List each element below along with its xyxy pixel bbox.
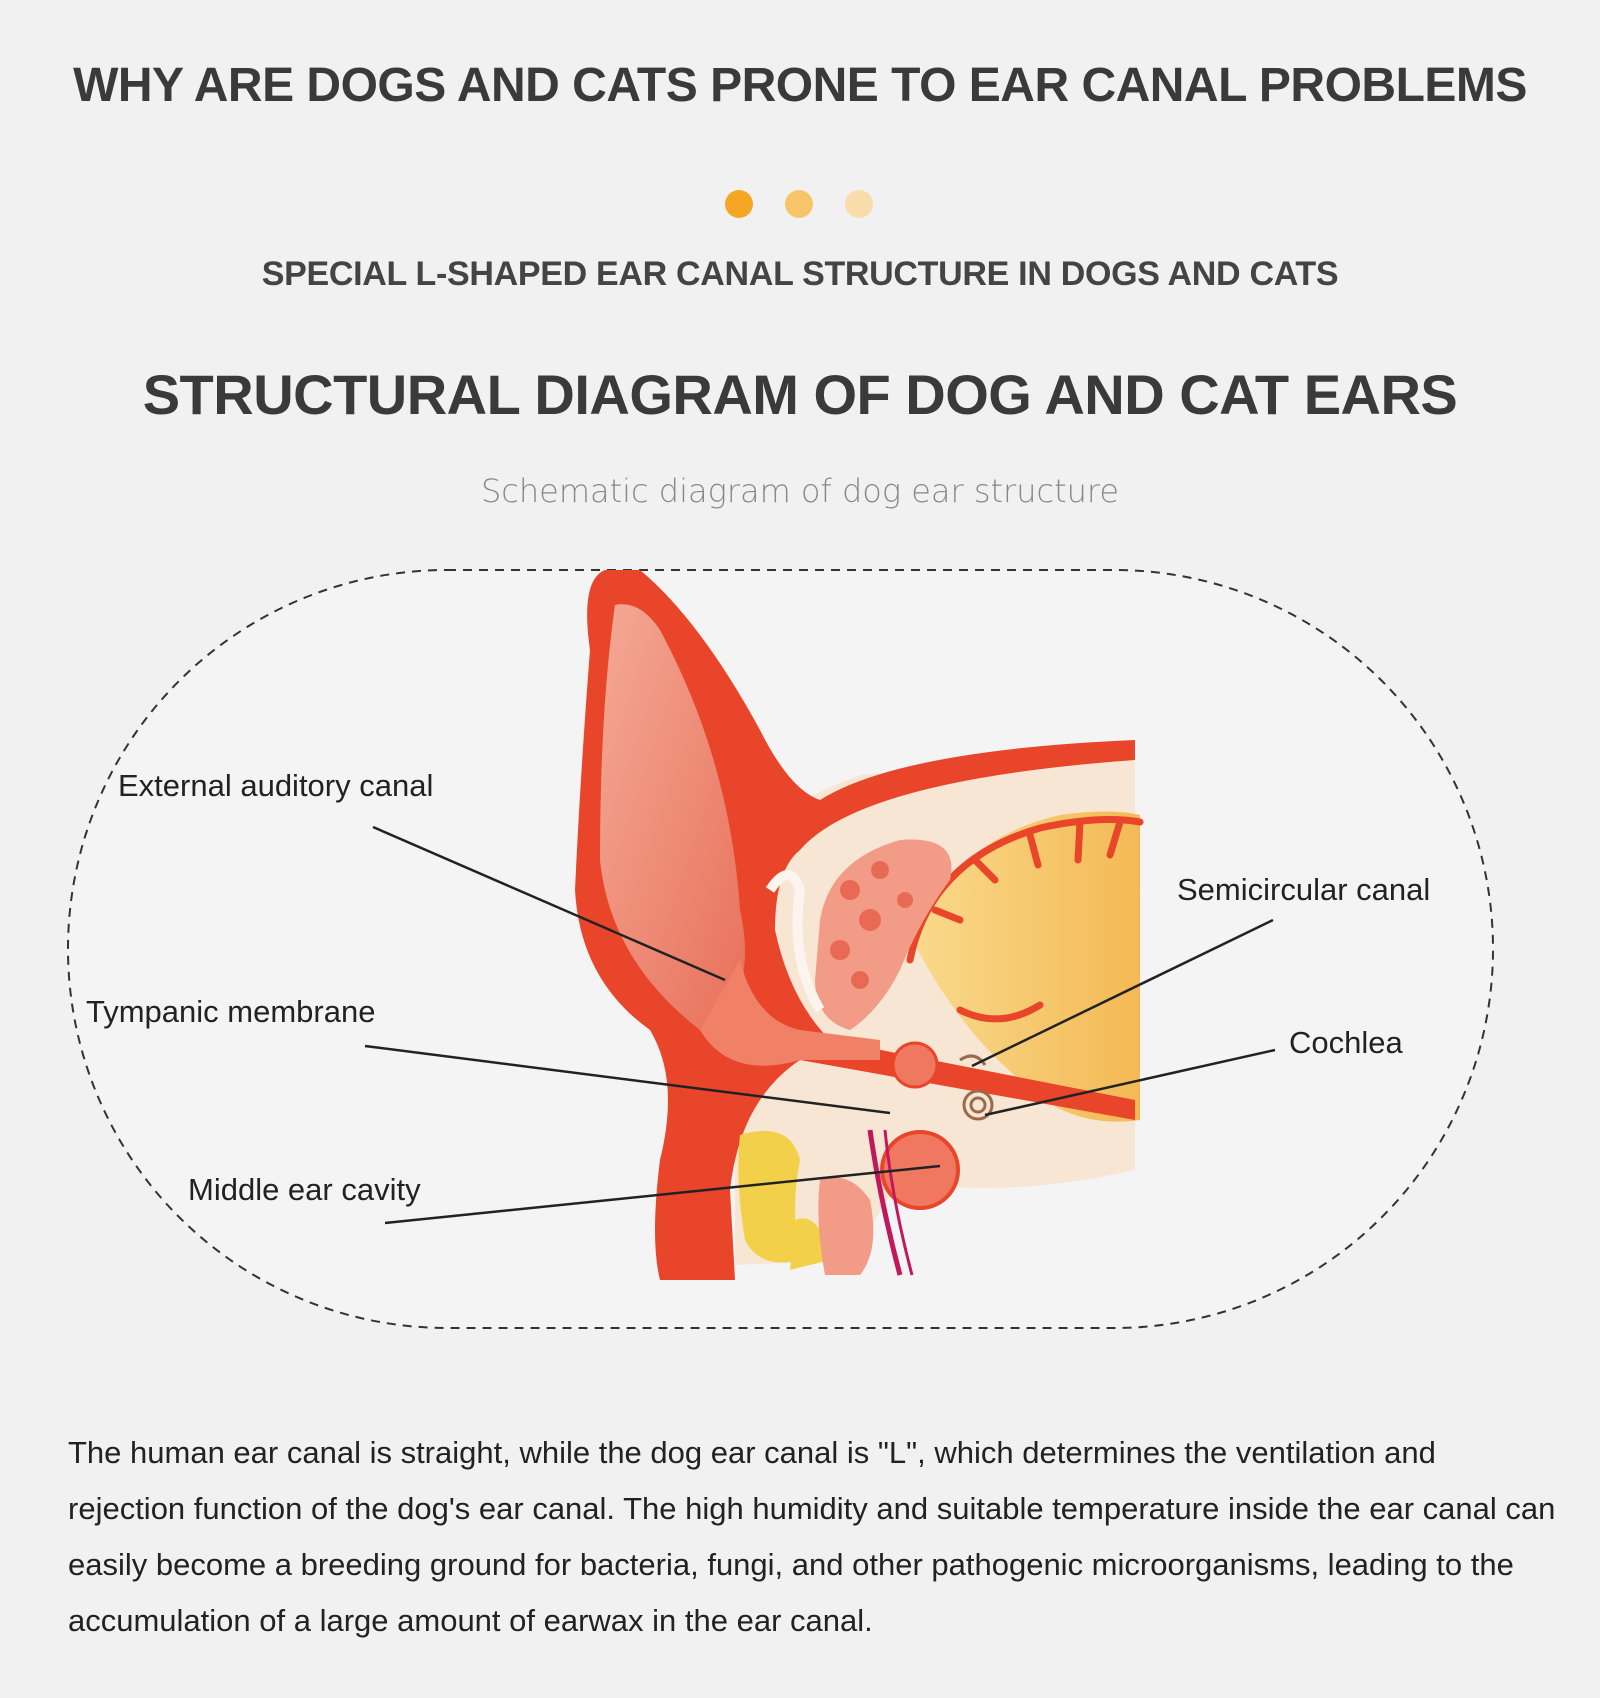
label-middle-ear-cavity: Middle ear cavity — [188, 1172, 421, 1207]
label-cochlea: Cochlea — [1289, 1025, 1403, 1060]
ear-diagram — [0, 560, 1600, 1340]
diagram-title: STRUCTURAL DIAGRAM OF DOG AND CAT EARS — [142, 363, 1458, 426]
main-title: WHY ARE DOGS AND CATS PRONE TO EAR CANAL PROBLEMS — [73, 59, 1527, 112]
diagram-caption: Schematic diagram of dog ear structure — [480, 472, 1120, 510]
lower-fat-1 — [738, 1131, 800, 1263]
subtitle: SPECIAL L-SHAPED EAR CANAL STRUCTURE IN DOGS AND CATS — [261, 255, 1339, 293]
dot-3 — [845, 190, 873, 218]
dot-1 — [725, 190, 753, 218]
dots-divider — [725, 190, 885, 220]
description-paragraph: The human ear canal is straight, while the dog ear canal is "L", which determines the ventilation and rejection function of the dog's ear canal. The high humidity and suitable temperature inside the ear canal can easily become a breeding ground for bacteria, fungi, and other pathogenic microorganisms, leading to the accumulation of a large amount of earwax in the ear canal. — [68, 1435, 1556, 1638]
label-semicircular-canal: Semicircular canal — [1177, 872, 1431, 907]
label-external-auditory-canal: External auditory canal — [118, 768, 434, 803]
label-tympanic-membrane: Tympanic membrane — [86, 994, 376, 1029]
tympanic-cavity — [893, 1043, 937, 1087]
dot-2 — [785, 190, 813, 218]
